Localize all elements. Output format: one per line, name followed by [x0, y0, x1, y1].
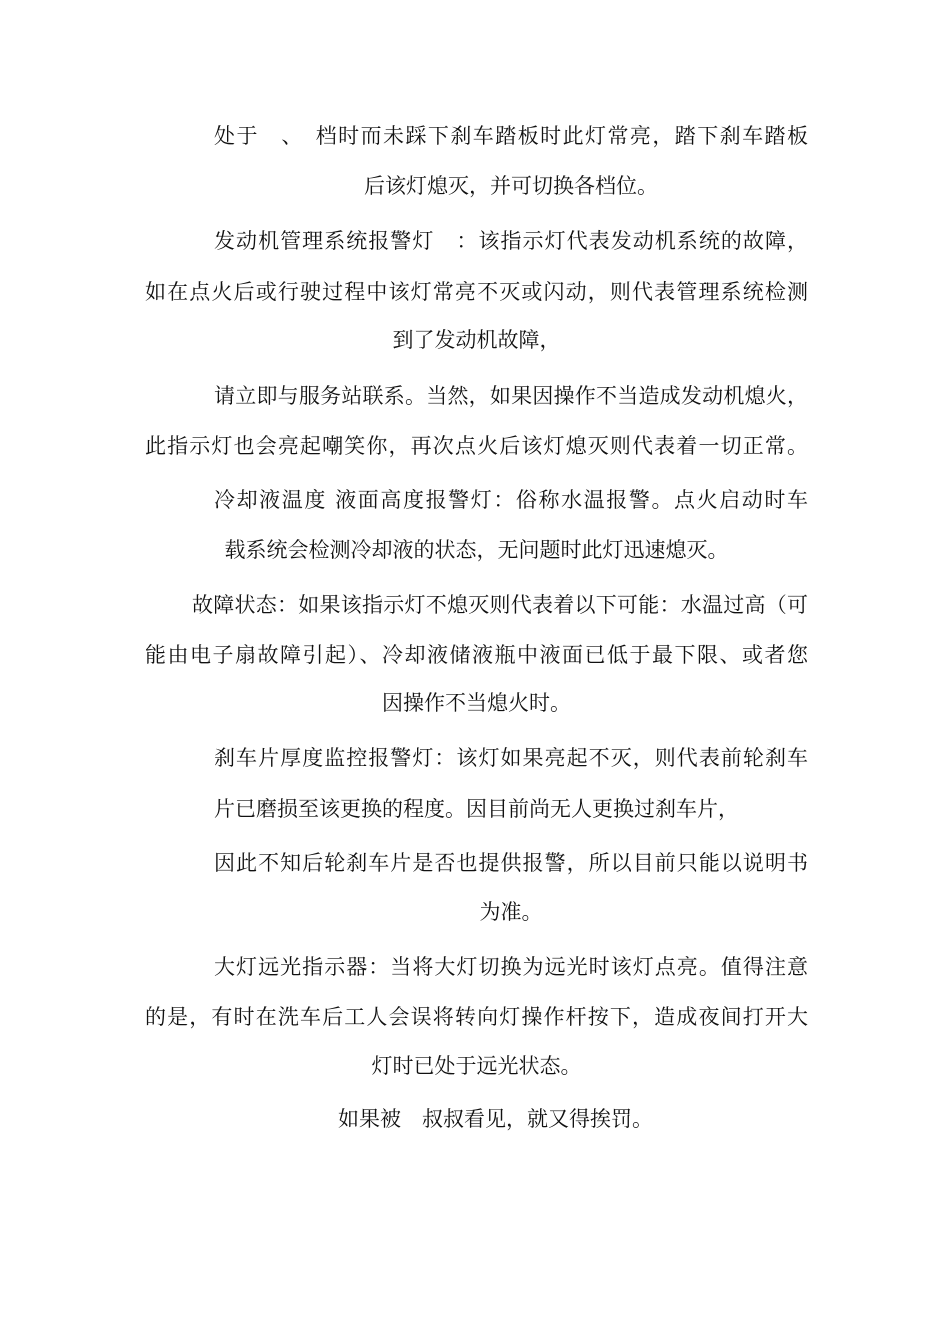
text-line: 后该灯熄灭，并可切换各档位。	[364, 174, 658, 198]
text-line: 能由电子扇故障引起）、冷却液储液瓶中液面已低于最下限、或者您	[145, 643, 808, 667]
text-line: 因操作不当熄火时。	[382, 691, 571, 715]
text-line: 如在点火后或行驶过程中该灯常亮不灭或闪动，则代表管理系统检测	[145, 280, 808, 304]
text-line: 因此不知后轮刹车片是否也提供报警，所以目前只能以说明书	[214, 851, 808, 875]
text-line: 片已磨损至该更换的程度。因目前尚无人更换过刹车片，	[214, 797, 739, 821]
text-line: 为准。	[479, 900, 543, 924]
text-line: 到了发动机故障，	[392, 328, 561, 352]
text-line: 发动机管理系统报警灯 ：该指示灯代表发动机系统的故障，	[214, 229, 808, 253]
text-line: 冷却液温度 液面高度报警灯：俗称水温报警。点火启动时车	[214, 488, 808, 512]
text-line: 大灯远光指示器：当将大灯切换为远光时该灯点亮。值得注意	[214, 955, 808, 979]
text-line: 的是，有时在洗车后工人会误将转向灯操作杆按下，造成夜间打开大	[145, 1005, 808, 1029]
text-line: 如果被 叔叔看见，就又得挨罚。	[338, 1107, 653, 1131]
text-line: 请立即与服务站联系。当然，如果因操作不当造成发动机熄火，	[214, 384, 808, 408]
text-line: 处于 、 档时而未踩下刹车踏板时此灯常亮，踏下刹车踏板	[214, 124, 808, 148]
text-line: 载系统会检测冷却液的状态，无问题时此灯迅速熄灭。	[224, 538, 729, 562]
text-line: 刹车片厚度监控报警灯：该灯如果亮起不灭，则代表前轮刹车	[214, 746, 808, 770]
text-line: 灯时已处于远光状态。	[371, 1054, 582, 1078]
text-line: 故障状态：如果该指示灯不熄灭则代表着以下可能：水温过高（可	[192, 593, 808, 617]
text-line: 此指示灯也会亮起嘲笑你，再次点火后该灯熄灭则代表着一切正常。	[145, 434, 808, 458]
